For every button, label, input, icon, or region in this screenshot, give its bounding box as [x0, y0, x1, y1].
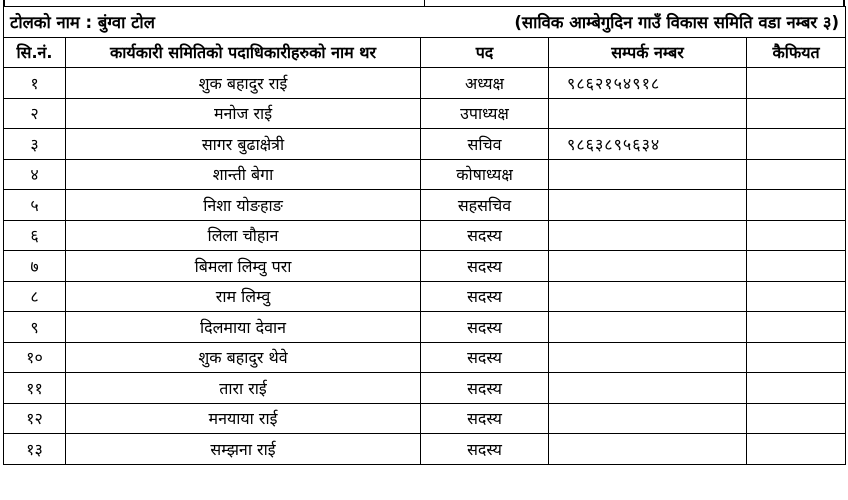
contact-cell: ९८६२१५४९१८ — [549, 68, 747, 99]
serial-cell: १३ — [4, 434, 66, 465]
post-cell: सहसचिव — [421, 190, 549, 221]
col-header-serial: सि.नं. — [4, 37, 66, 68]
serial-cell: ५ — [4, 190, 66, 221]
remarks-cell — [747, 312, 846, 343]
name-cell: शुक बहादुर राई — [66, 68, 421, 99]
title-row — [4, 7, 846, 38]
post-cell: सदस्य — [421, 434, 549, 465]
table-row — [4, 98, 846, 129]
remarks-cell — [747, 159, 846, 190]
serial-cell: ११ — [4, 373, 66, 404]
contact-cell — [549, 159, 747, 190]
table-row — [4, 251, 846, 282]
table-row — [4, 129, 846, 160]
serial-cell: ९ — [4, 312, 66, 343]
header-row — [4, 37, 846, 68]
table-row — [4, 190, 846, 221]
contact-cell — [549, 373, 747, 404]
ward-info: (साविक आम्बेगुदिन गाउँ विकास समिति वडा नम्बर ३) — [421, 7, 846, 38]
serial-cell: ३ — [4, 129, 66, 160]
contact-cell — [549, 251, 747, 282]
tole-name: टोलको नाम : बुंग्वा टोल — [4, 7, 421, 38]
remarks-cell — [747, 342, 846, 373]
name-cell: सम्झना राई — [66, 434, 421, 465]
remarks-cell — [747, 220, 846, 251]
serial-cell: १० — [4, 342, 66, 373]
name-cell: तारा राई — [66, 373, 421, 404]
name-cell: राम लिम्वु — [66, 281, 421, 312]
name-cell: मनोज राई — [66, 98, 421, 129]
remarks-cell — [747, 68, 846, 99]
name-cell: शुक बहादुर थेवे — [66, 342, 421, 373]
remarks-cell — [747, 281, 846, 312]
table-row — [4, 342, 846, 373]
contact-cell: ९८६३८९५६३४ — [549, 129, 747, 160]
remarks-cell — [747, 373, 846, 404]
post-cell: सदस्य — [421, 251, 549, 282]
contact-cell — [549, 190, 747, 221]
contact-cell — [549, 434, 747, 465]
post-cell: सदस्य — [421, 312, 549, 343]
remarks-cell — [747, 190, 846, 221]
remarks-cell — [747, 251, 846, 282]
remarks-cell — [747, 98, 846, 129]
name-cell: मनयाया राई — [66, 403, 421, 434]
post-cell: उपाध्यक्ष — [421, 98, 549, 129]
serial-cell: ६ — [4, 220, 66, 251]
serial-cell: १ — [4, 68, 66, 99]
table-row — [4, 373, 846, 404]
contact-cell — [549, 312, 747, 343]
remarks-cell — [747, 403, 846, 434]
table-row — [4, 159, 846, 190]
table-row — [4, 434, 846, 465]
serial-cell: ७ — [4, 251, 66, 282]
table-row — [4, 220, 846, 251]
name-cell: सागर बुढाक्षेत्री — [66, 129, 421, 160]
name-cell: निशा योङहाङ — [66, 190, 421, 221]
name-cell: दिलमाया देवान — [66, 312, 421, 343]
remarks-cell — [747, 434, 846, 465]
name-cell: बिमला लिम्वु परा — [66, 251, 421, 282]
serial-cell: १२ — [4, 403, 66, 434]
name-cell: शान्ती बेगा — [66, 159, 421, 190]
post-cell: अध्यक्ष — [421, 68, 549, 99]
name-cell: लिला चौहान — [66, 220, 421, 251]
serial-cell: ४ — [4, 159, 66, 190]
contact-cell — [549, 220, 747, 251]
col-header-name: कार्यकारी समितिको पदाधिकारीहरुको नाम थर — [66, 37, 421, 68]
serial-cell: २ — [4, 98, 66, 129]
post-cell: सचिव — [421, 129, 549, 160]
table-row — [4, 68, 846, 99]
post-cell: सदस्य — [421, 403, 549, 434]
table-row — [4, 312, 846, 343]
post-cell: सदस्य — [421, 342, 549, 373]
contact-cell — [549, 342, 747, 373]
contact-cell — [549, 403, 747, 434]
col-header-contact: सम्पर्क नम्बर — [549, 37, 747, 68]
table-row — [4, 281, 846, 312]
remarks-cell — [747, 129, 846, 160]
contact-cell — [549, 281, 747, 312]
col-header-remarks: कैफियत — [747, 37, 846, 68]
post-cell: सदस्य — [421, 373, 549, 404]
contact-cell — [549, 98, 747, 129]
post-cell: सदस्य — [421, 220, 549, 251]
committee-table — [3, 6, 846, 465]
post-cell: कोषाध्यक्ष — [421, 159, 549, 190]
post-cell: सदस्य — [421, 281, 549, 312]
col-header-post: पद — [421, 37, 549, 68]
serial-cell: ८ — [4, 281, 66, 312]
table-row — [4, 403, 846, 434]
